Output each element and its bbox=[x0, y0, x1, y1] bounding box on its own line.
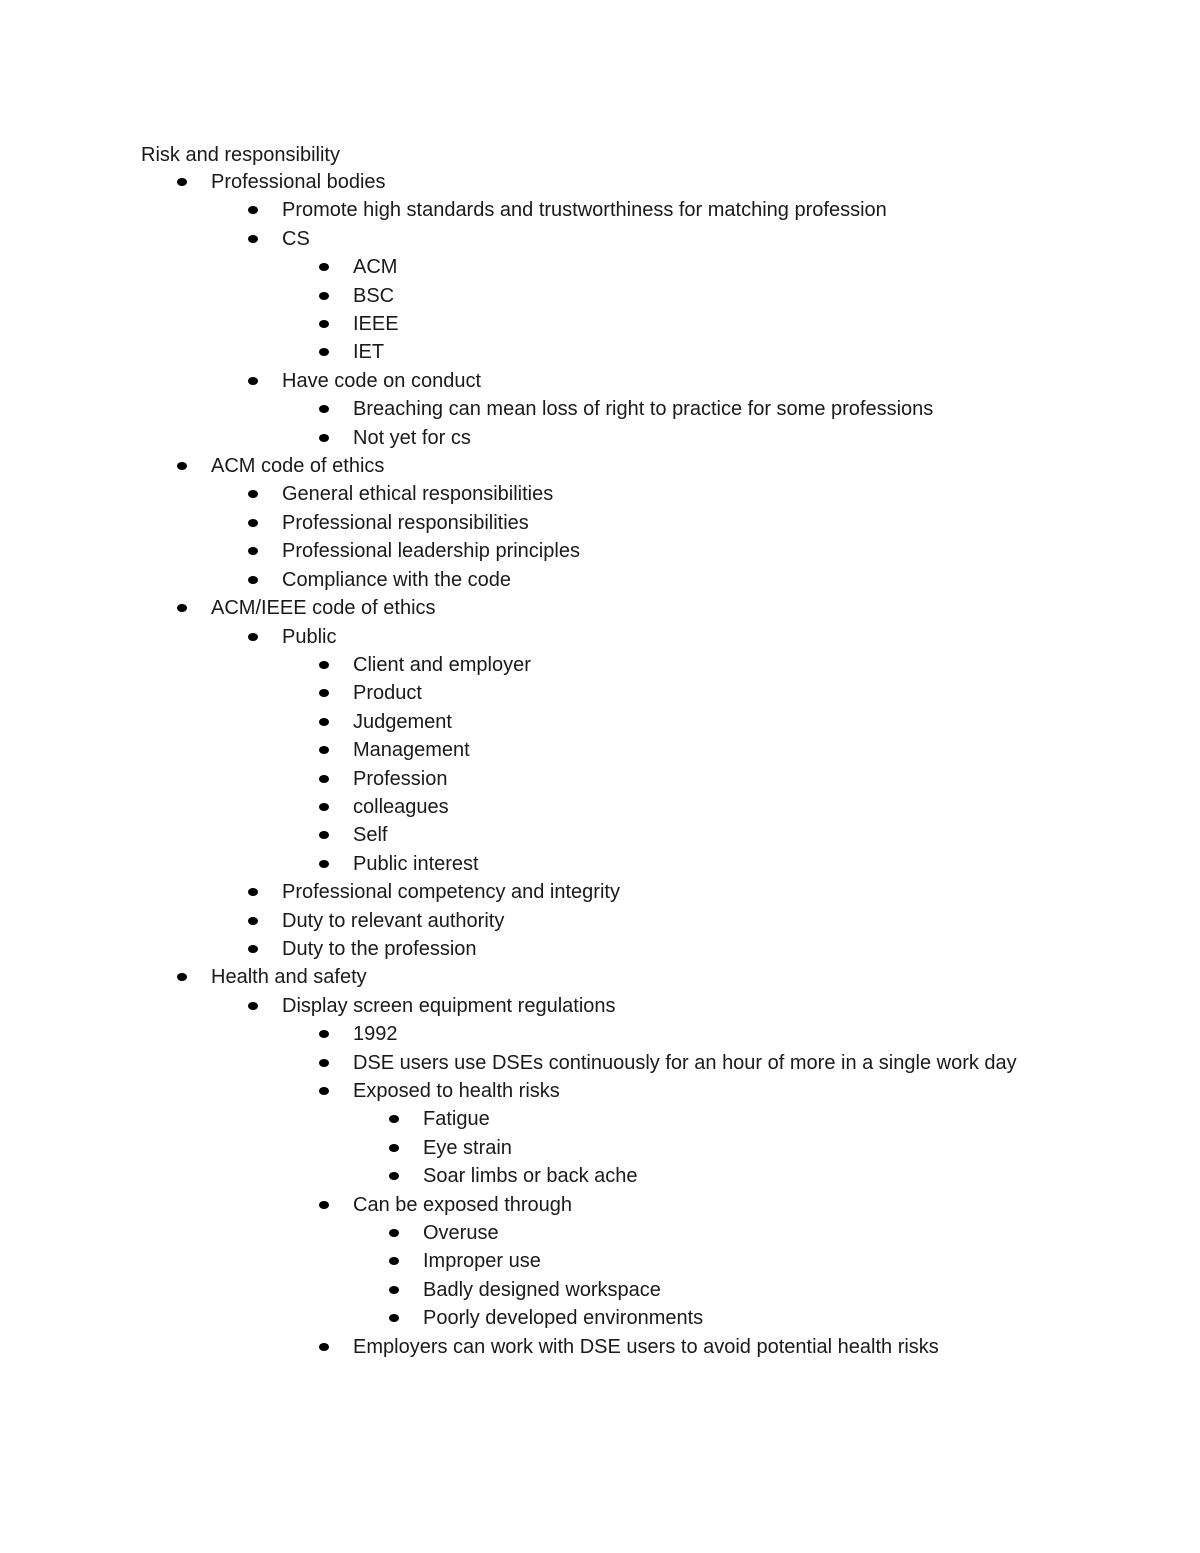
bullet-icon bbox=[177, 462, 187, 470]
list-item-text: ACM/IEEE code of ethics bbox=[211, 597, 436, 620]
list-item-text: 1992 bbox=[353, 1023, 398, 1046]
list-item bbox=[211, 168, 901, 196]
bullet-icon bbox=[319, 718, 329, 726]
bullet-icon bbox=[319, 434, 329, 442]
list-item bbox=[282, 566, 972, 594]
list-item-text: Professional bodies bbox=[211, 171, 386, 193]
list-item-text: Management bbox=[353, 739, 470, 762]
bullet-icon bbox=[319, 661, 329, 669]
list-item-text: Display screen equipment regulations bbox=[282, 994, 616, 1017]
bullet-icon bbox=[319, 1201, 329, 1209]
bullet-icon bbox=[319, 746, 329, 754]
bullet-icon bbox=[319, 689, 329, 697]
bullet-icon bbox=[389, 1229, 399, 1237]
bullet-icon bbox=[319, 1343, 329, 1351]
bullet-icon bbox=[319, 775, 329, 783]
bullet-icon bbox=[319, 292, 329, 300]
list-item-text: Soar limbs or back ache bbox=[423, 1165, 638, 1188]
list-item bbox=[353, 338, 1043, 366]
list-item-text: Health and safety bbox=[211, 966, 367, 989]
list-item bbox=[282, 225, 972, 253]
list-item-text: Self bbox=[353, 824, 388, 847]
list-item-text: Overuse bbox=[423, 1222, 499, 1245]
list-item bbox=[282, 992, 972, 1020]
bullet-icon bbox=[319, 803, 329, 811]
bullet-icon bbox=[248, 519, 258, 527]
list-item-text: Compliance with the code bbox=[282, 568, 512, 591]
list-item bbox=[353, 395, 1043, 423]
list-item bbox=[423, 1304, 1113, 1332]
list-item-text: Product bbox=[353, 682, 422, 705]
list-item bbox=[353, 424, 1043, 452]
list-item bbox=[353, 1049, 1043, 1077]
list-item-text: Eye strain bbox=[423, 1136, 512, 1159]
list-item bbox=[282, 878, 972, 906]
list-item bbox=[353, 651, 1043, 679]
list-item bbox=[282, 367, 972, 395]
bullet-icon bbox=[389, 1257, 399, 1265]
list-item-text: Badly designed workspace bbox=[423, 1278, 661, 1301]
list-item-text: Duty to relevant authority bbox=[282, 909, 505, 932]
bullet-icon bbox=[248, 945, 258, 953]
list-item-text: DSE users use DSEs continuously for an hour of more in a single work day bbox=[353, 1051, 1017, 1074]
bullet-icon bbox=[248, 633, 258, 641]
bullet-icon bbox=[389, 1286, 399, 1294]
list-item bbox=[423, 1162, 1113, 1190]
bullet-icon bbox=[389, 1314, 399, 1322]
list-item-text: Professional responsibilities bbox=[282, 511, 529, 534]
list-item-text: colleagues bbox=[353, 795, 449, 818]
list-item bbox=[282, 480, 972, 508]
list-item bbox=[353, 282, 1043, 310]
list-item bbox=[353, 850, 1043, 878]
bullet-icon bbox=[177, 604, 187, 612]
bullet-icon bbox=[319, 263, 329, 271]
list-item bbox=[353, 1077, 1043, 1105]
list-item bbox=[282, 196, 972, 224]
bullet-icon bbox=[248, 576, 258, 584]
list-item-text: Judgement bbox=[353, 710, 452, 733]
bullet-icon bbox=[319, 860, 329, 868]
bullet-icon bbox=[319, 1030, 329, 1038]
list-item-text: Fatigue bbox=[423, 1108, 490, 1131]
list-item-text: General ethical responsibilities bbox=[282, 483, 554, 506]
bullet-icon bbox=[248, 1002, 258, 1010]
bullet-icon bbox=[248, 917, 258, 925]
list-item bbox=[282, 623, 972, 651]
document-title: Risk and responsibility bbox=[141, 144, 340, 166]
list-item-text: Profession bbox=[353, 767, 448, 790]
bullet-icon bbox=[319, 320, 329, 328]
bullet-icon bbox=[319, 348, 329, 356]
list-item-text: Professional leadership principles bbox=[282, 540, 580, 563]
list-item bbox=[211, 963, 901, 991]
bullet-icon bbox=[319, 1059, 329, 1067]
list-item-text: Not yet for cs bbox=[353, 426, 471, 449]
list-item bbox=[353, 310, 1043, 338]
list-item-text: Poorly developed environments bbox=[423, 1307, 704, 1330]
list-item bbox=[353, 1020, 1043, 1048]
list-item bbox=[423, 1134, 1113, 1162]
bullet-icon bbox=[389, 1172, 399, 1180]
list-item bbox=[353, 253, 1043, 281]
list-item bbox=[423, 1105, 1113, 1133]
bullet-icon bbox=[248, 547, 258, 555]
list-item-text: ACM bbox=[353, 256, 398, 279]
list-item-text: Professional competency and integrity bbox=[282, 881, 620, 904]
list-item-text: Public interest bbox=[353, 852, 479, 875]
bullet-icon bbox=[248, 888, 258, 896]
list-item-text: Improper use bbox=[423, 1250, 541, 1273]
list-item-text: Client and employer bbox=[353, 653, 531, 676]
list-item-text: CS bbox=[282, 227, 310, 250]
list-item bbox=[353, 736, 1043, 764]
bullet-icon bbox=[319, 831, 329, 839]
bullet-outline bbox=[0, 168, 1200, 1361]
list-item-text: IET bbox=[353, 341, 385, 364]
list-item-text: Duty to the profession bbox=[282, 937, 477, 960]
bullet-icon bbox=[389, 1144, 399, 1152]
list-item-text: Public bbox=[282, 625, 337, 648]
list-item bbox=[282, 537, 972, 565]
list-item-text: IEEE bbox=[353, 313, 399, 336]
list-item bbox=[423, 1219, 1113, 1247]
bullet-icon bbox=[319, 405, 329, 413]
list-item bbox=[423, 1276, 1113, 1304]
list-item bbox=[353, 765, 1043, 793]
bullet-icon bbox=[248, 206, 258, 214]
bullet-icon bbox=[177, 178, 187, 186]
list-item-text: Breaching can mean loss of right to practice for some professions bbox=[353, 398, 934, 421]
list-item bbox=[353, 679, 1043, 707]
list-item bbox=[282, 935, 972, 963]
list-item bbox=[353, 821, 1043, 849]
bullet-icon bbox=[389, 1115, 399, 1123]
list-item bbox=[353, 708, 1043, 736]
list-item-text: Exposed to health risks bbox=[353, 1080, 560, 1102]
list-item bbox=[423, 1247, 1113, 1275]
list-item bbox=[353, 1333, 1043, 1361]
list-item bbox=[211, 452, 901, 480]
list-item bbox=[353, 1191, 1043, 1219]
bullet-icon bbox=[248, 377, 258, 385]
list-item bbox=[211, 594, 901, 622]
list-item-text: ACM code of ethics bbox=[211, 455, 385, 478]
bullet-icon bbox=[177, 973, 187, 981]
list-item-text: Can be exposed through bbox=[353, 1193, 573, 1216]
list-item-text: Have code on conduct bbox=[282, 369, 482, 392]
list-item bbox=[282, 509, 972, 537]
list-item-text: BSC bbox=[353, 284, 395, 307]
list-item-text: Employers can work with DSE users to avoid potential health risks bbox=[353, 1335, 939, 1358]
bullet-icon bbox=[248, 235, 258, 243]
list-item-text: Promote high standards and trustworthiness for matching profession bbox=[282, 199, 887, 222]
bullet-icon bbox=[248, 490, 258, 498]
list-item bbox=[353, 793, 1043, 821]
bullet-icon bbox=[319, 1087, 329, 1095]
list-item bbox=[282, 907, 972, 935]
